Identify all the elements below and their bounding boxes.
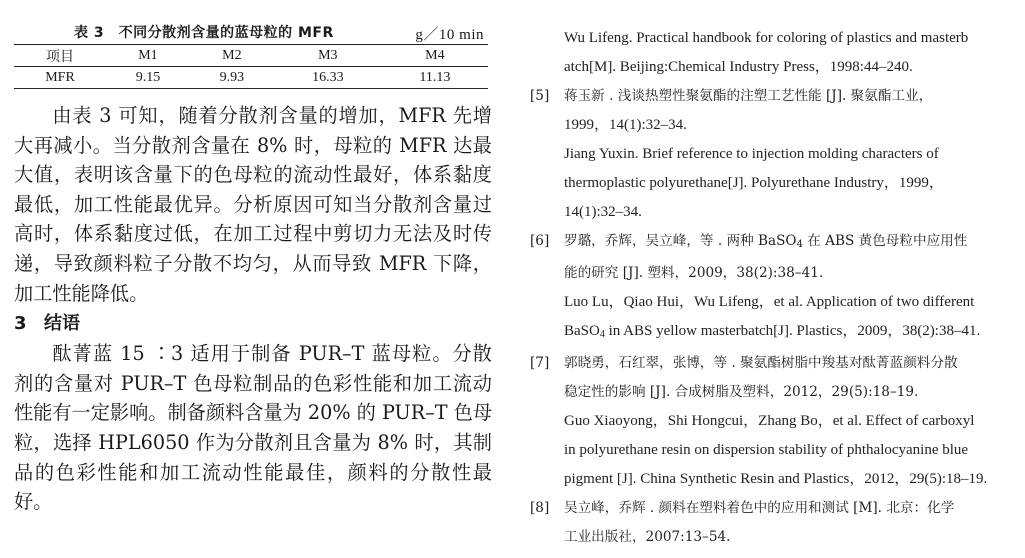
reference-line: 能的研究 [J]. 塑料，2009，38(2):38–41. xyxy=(564,265,824,281)
left-column xyxy=(14,20,492,517)
reference-line: 吴立峰，乔辉 . 颜料在塑料着色中的应用和测试 [M]. 北京：化学 xyxy=(564,500,955,516)
reference-line: 蒋玉新 . 浅谈热塑性聚氨酯的注塑工艺性能 [J]. 聚氨酯工业， xyxy=(564,88,933,104)
section-heading xyxy=(14,310,492,338)
table-title: 表 3 不同分散剂含量的蓝母粒的 MFR xyxy=(74,25,334,41)
reference-line-en: in polyurethane resin on dispersion stability of phthalocyanine blue xyxy=(564,442,969,458)
reference-line: Wu Lifeng. Practical handbook for coloring of plastics and masterb xyxy=(564,30,969,46)
table-row xyxy=(14,67,488,89)
reference-5 xyxy=(528,82,1006,227)
table-header-row xyxy=(14,45,488,67)
reference-line-en: thermoplastic polyurethane[J]. Polyurethane Industry，1999， xyxy=(564,175,944,191)
table-cell: 9.15 xyxy=(135,69,161,85)
references-column xyxy=(528,24,1006,552)
reference-continuation xyxy=(528,24,1006,82)
table-header-cell: 项目 xyxy=(46,49,74,65)
reference-number: [8] xyxy=(530,500,550,516)
reference-number: [5] xyxy=(530,88,550,104)
subscript: 4 xyxy=(599,329,605,340)
table-caption xyxy=(14,20,492,44)
table-cell: 16.33 xyxy=(312,69,344,85)
reference-line-en: Jiang Yuxin. Brief reference to injection molding characters of xyxy=(564,146,939,162)
reference-8 xyxy=(528,494,1006,552)
conclusion-paragraph: 酞菁蓝 15 ∶3 适用于制备 PUR–T 蓝母粒。分散剂的含量对 PUR–T 色母粒制品的色彩性能和加工流动性能有一定影响。制备颜料含量为 20% 的 PUR–T 色母粒，选择 HPL6050 作为分散剂且含量为 8% 时，其制品的色彩性能和加工流动性能最佳，颜料的分散性最好。 xyxy=(14,342,493,514)
reference-6 xyxy=(528,227,1006,349)
reference-text: 罗璐，乔辉，吴立峰，等 . 两种 BaSO xyxy=(564,233,797,249)
reference-text: in ABS yellow masterbatch[J]. Plastics，2009，38(2):38–41. xyxy=(604,323,981,339)
reference-line-en xyxy=(564,317,1006,349)
subscript: 4 xyxy=(796,239,803,250)
table-cell: MFR xyxy=(45,69,75,85)
reference-line: 稳定性的影响 [J]. 合成树脂及塑料，2012，29(5):18–19. xyxy=(564,384,919,400)
reference-line-en: Luo Lu，Qiao Hui，Wu Lifeng，et al. Application of two different xyxy=(564,294,975,310)
reference-line-en: Guo Xiaoyong，Shi Hongcui，Zhang Bo，et al. Effect of carboxyl xyxy=(564,413,975,429)
mfr-table xyxy=(14,44,488,89)
table-header-cell: M4 xyxy=(425,47,445,63)
body-paragraph: 由表 3 可知，随着分散剂含量的增加，MFR 先增大再减小。当分散剂含量在 8% 时，母粒的 MFR 达最大值，表明该含量下的色母粒的流动性最好，体系黏度最低，加工性能最优异。分析原因可知当分散剂含量过高时，体系黏度过低，在加工过程中剪切力无法及时传递，导致颜料粒子分散不均匀，从而导致 MFR 下降，加工性能降低。 xyxy=(14,104,492,305)
reference-line-en: pigment [J]. China Synthetic Resin and Plastics，2012，29(5):18–19. xyxy=(564,471,988,487)
reference-line: atch[M]. Beijing:Chemical Industry Press，1998:44–240. xyxy=(564,59,913,75)
reference-line xyxy=(564,227,1006,259)
reference-text: 在 ABS 黄色母粒中应用性 xyxy=(802,233,968,249)
reference-line-en: 14(1):32–34. xyxy=(564,204,642,220)
reference-number: [7] xyxy=(530,355,550,371)
table-cell: 9.93 xyxy=(219,69,245,85)
table-header-cell: M3 xyxy=(318,47,338,63)
reference-7 xyxy=(528,349,1006,494)
table-header-cell: M2 xyxy=(222,47,242,63)
reference-line: 工业出版社，2007:13–54. xyxy=(564,529,731,545)
table-cell: 11.13 xyxy=(419,69,451,85)
table-header-cell: M1 xyxy=(138,47,158,63)
table-unit: g／10 min xyxy=(415,27,484,43)
section-title: 结语 xyxy=(44,313,80,335)
reference-line: 郭晓勇，石红翠，张博，等 . 聚氨酯树脂中羧基对酞菁蓝颜料分散 xyxy=(564,355,958,371)
reference-text: BaSO xyxy=(564,323,600,339)
reference-number: [6] xyxy=(530,233,550,249)
section-number: 3 xyxy=(14,313,27,335)
reference-line: 1999，14(1):32–34. xyxy=(564,117,687,133)
